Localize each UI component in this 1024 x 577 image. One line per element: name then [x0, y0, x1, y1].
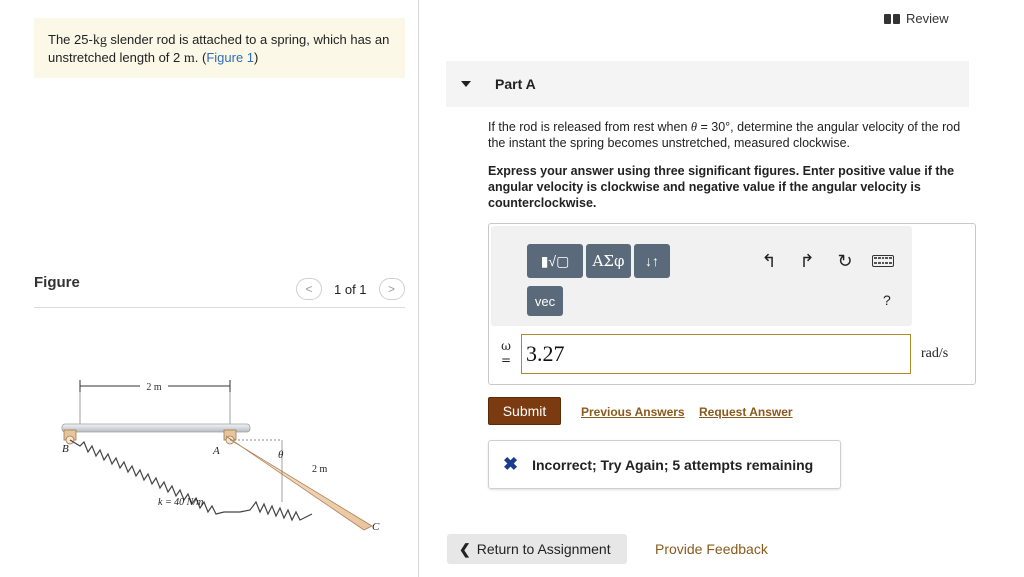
figure-count: 1 of 1: [334, 281, 367, 297]
unit-kg: kg: [92, 33, 107, 48]
answer-instructions: Express your answer using three significant figures. Enter positive value if the angular velocity is clockwise and negative value if the angular velocity is counterclockwise.: [488, 164, 955, 210]
figure-diagram: [50, 372, 390, 540]
provide-feedback-link[interactable]: Provide Feedback: [655, 541, 768, 557]
reset-icon[interactable]: ↻: [837, 250, 853, 271]
figure-heading: Figure: [34, 274, 80, 291]
book-icon: [884, 14, 900, 24]
support-plate: [62, 424, 250, 432]
question-text-3: , determine the angular velocity of the rod the instant the spring becomes unstretched, measured clockwise.: [488, 120, 961, 150]
part-title: Part A: [495, 76, 536, 92]
vec-button[interactable]: vec: [527, 286, 563, 316]
problem-text-1: The 25-: [48, 32, 93, 47]
problem-text-4: ): [254, 50, 259, 65]
equals-sign: =: [501, 353, 512, 367]
return-to-assignment-button[interactable]: [447, 534, 627, 564]
chevron-right-icon: >: [388, 282, 396, 296]
review-label: Review: [906, 11, 949, 26]
figure-link[interactable]: Figure 1: [206, 50, 255, 65]
spring: [70, 440, 312, 520]
math-toolbar: [491, 226, 912, 326]
label-a: A: [213, 445, 220, 457]
question-text: [488, 119, 968, 151]
part-a-header[interactable]: [446, 61, 969, 107]
question-text-2: = 30°: [697, 120, 731, 134]
subscript-superscript-button[interactable]: ↓↑: [634, 244, 670, 278]
redo-icon[interactable]: ↱: [799, 250, 815, 271]
toolbar-button-group: [527, 244, 673, 278]
answer-unit: rad/s: [921, 346, 949, 361]
dim-top-label: 2 m: [146, 382, 162, 393]
label-b: B: [62, 443, 69, 455]
submit-button[interactable]: Submit: [488, 397, 561, 425]
figure-divider: [34, 307, 405, 308]
label-dim-side: 2 m: [312, 464, 328, 475]
question-text-1: If the rod is released from rest when: [488, 120, 691, 134]
theta-symbol: θ: [690, 120, 698, 134]
review-link[interactable]: [884, 11, 949, 26]
greek-symbols-button[interactable]: ΑΣφ: [586, 244, 631, 278]
problem-text-2: slender rod is attached to a spring, which has an unstretched length of 2: [48, 32, 390, 65]
chevron-left-icon: ❮: [459, 540, 471, 557]
panel-divider: [418, 0, 419, 577]
unit-m: m: [183, 51, 195, 66]
keyboard-icon[interactable]: [870, 250, 896, 272]
label-theta: θ: [278, 449, 284, 461]
answer-box: [488, 223, 976, 385]
caret-down-icon: [461, 81, 471, 87]
help-icon[interactable]: ?: [883, 292, 891, 308]
feedback-box: [488, 440, 841, 489]
request-answer-link[interactable]: Request Answer: [699, 405, 793, 419]
toolbar-icons: [756, 250, 908, 272]
return-label: Return to Assignment: [476, 541, 611, 557]
chevron-left-icon: <: [305, 282, 313, 296]
problem-statement: [34, 18, 405, 78]
figure-next-button[interactable]: [379, 278, 405, 300]
answer-variable: [501, 339, 511, 367]
feedback-message: Incorrect; Try Again; 5 attempts remaining: [532, 456, 814, 473]
problem-text-3: . (: [194, 50, 207, 65]
omega-symbol: ω: [501, 339, 511, 353]
label-spring: k = 40 N/m: [158, 497, 204, 508]
figure-pagination: [296, 278, 405, 300]
figure-prev-button[interactable]: [296, 278, 322, 300]
templates-button[interactable]: ▮√▢: [527, 244, 583, 278]
undo-icon[interactable]: ↰: [761, 250, 777, 271]
label-c: C: [372, 521, 380, 533]
incorrect-icon: ✖: [503, 454, 519, 474]
previous-answers-link[interactable]: Previous Answers: [581, 405, 685, 419]
answer-input[interactable]: 3.27: [521, 334, 911, 374]
slender-rod: [226, 436, 372, 530]
